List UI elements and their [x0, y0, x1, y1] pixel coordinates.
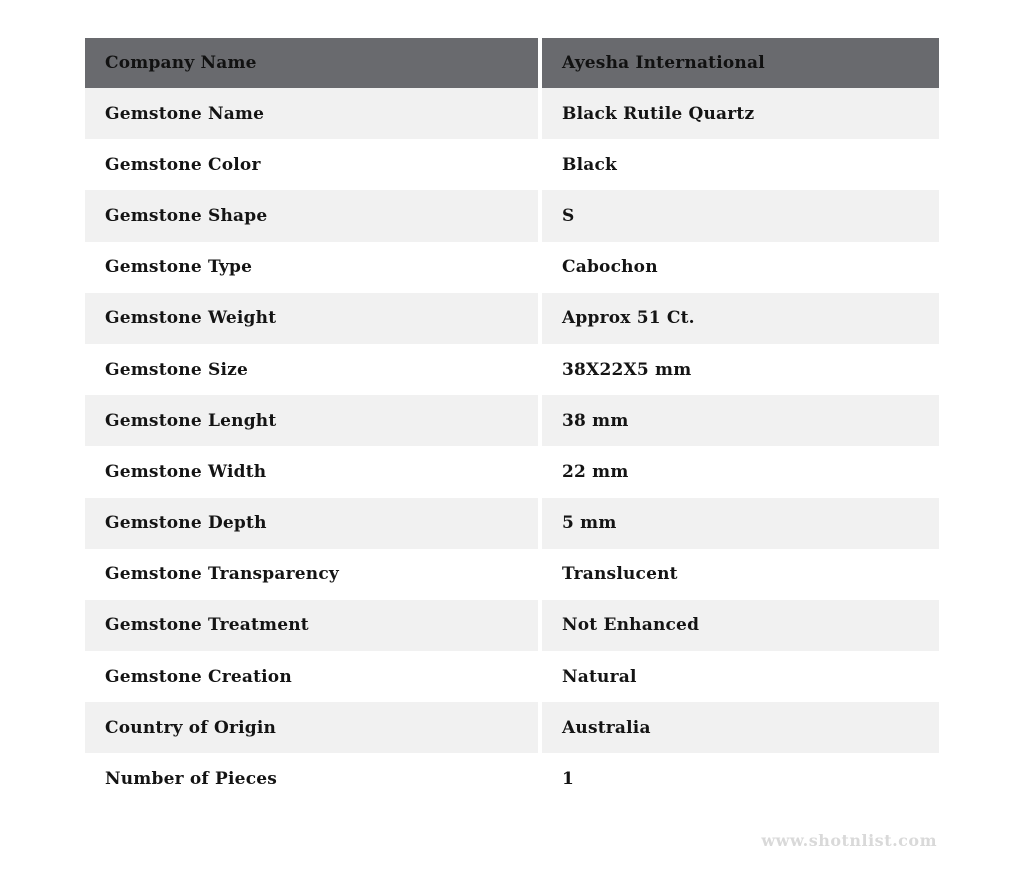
row-value: Australia [542, 702, 939, 753]
table-row [85, 395, 939, 446]
table-row [85, 293, 939, 344]
table-row [85, 600, 939, 651]
table-row [85, 549, 939, 600]
row-value: Natural [542, 651, 939, 702]
row-value: Translucent [542, 549, 939, 600]
row-value: Approx 51 Ct. [542, 293, 939, 344]
row-value: 5 mm [542, 498, 939, 549]
row-label: Gemstone Weight [85, 293, 538, 344]
table-row [85, 139, 939, 190]
row-label: Country of Origin [85, 702, 538, 753]
row-value: Cabochon [542, 242, 939, 293]
row-value: 1 [542, 753, 939, 804]
row-value: Black Rutile Quartz [542, 88, 939, 139]
table-row [85, 190, 939, 241]
table-row [85, 498, 939, 549]
header-label: Company Name [85, 38, 538, 88]
row-value: 22 mm [542, 446, 939, 497]
table-row [85, 88, 939, 139]
row-value: S [542, 190, 939, 241]
table-row [85, 651, 939, 702]
table-row [85, 446, 939, 497]
row-value: 38 mm [542, 395, 939, 446]
row-value: 38X22X5 mm [542, 344, 939, 395]
table-row [85, 242, 939, 293]
row-value: Not Enhanced [542, 600, 939, 651]
row-label: Number of Pieces [85, 753, 538, 804]
row-label: Gemstone Name [85, 88, 538, 139]
row-label: Gemstone Color [85, 139, 538, 190]
row-label: Gemstone Type [85, 242, 538, 293]
header-value: Ayesha International [542, 38, 939, 88]
table-row [85, 702, 939, 753]
table-row [85, 344, 939, 395]
row-label: Gemstone Size [85, 344, 538, 395]
row-label: Gemstone Creation [85, 651, 538, 702]
row-label: Gemstone Lenght [85, 395, 538, 446]
table-row [85, 753, 939, 804]
gemstone-spec-table [85, 38, 939, 805]
table-header-row [85, 38, 939, 88]
row-value: Black [542, 139, 939, 190]
row-label: Gemstone Transparency [85, 549, 538, 600]
row-label: Gemstone Shape [85, 190, 538, 241]
row-label: Gemstone Width [85, 446, 538, 497]
row-label: Gemstone Treatment [85, 600, 538, 651]
watermark-text: www.shotnlist.com [761, 831, 937, 850]
row-label: Gemstone Depth [85, 498, 538, 549]
